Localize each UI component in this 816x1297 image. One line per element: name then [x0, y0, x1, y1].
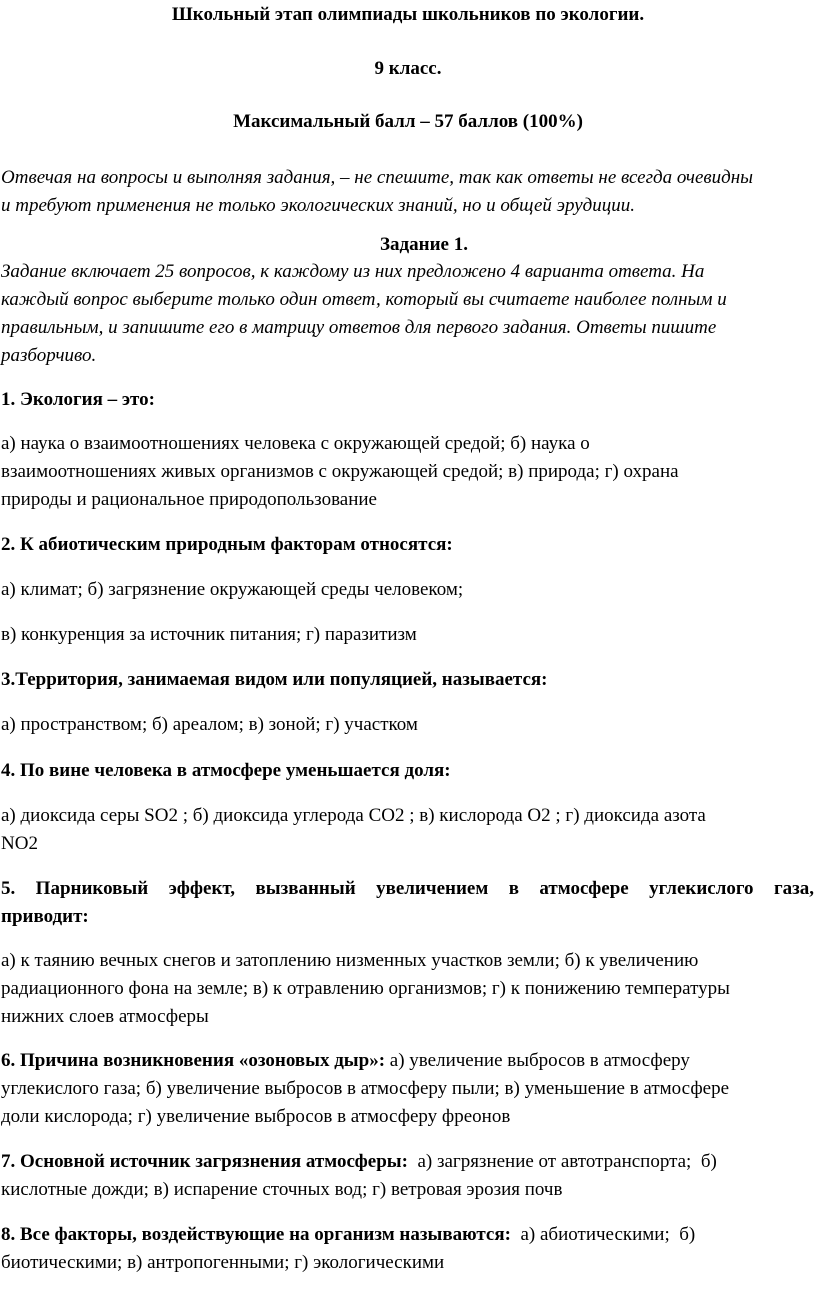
- task-desc-line-2: каждый вопрос выберите только один ответ, который вы считаете наиболее полным и: [1, 289, 727, 310]
- answer-5-line-3: нижних слоев атмосферы: [1, 1006, 209, 1027]
- question-8-row: [1, 1221, 814, 1248]
- answer-7-line-1: а) загрязнение от автотранспорта; б): [407, 1151, 717, 1172]
- intro-line-2: и требуют применения не только экологических знаний, но и общей эрудиции.: [1, 195, 635, 216]
- task-desc-line-3: правильным, и запишите его в матрицу ответов для первого задания. Ответы пишите: [1, 317, 717, 338]
- answer-8-line-2: биотическими; в) антропогенными; г) экологическими: [1, 1252, 445, 1273]
- answer-1-line-3: природы и рациональное природопользование: [1, 489, 377, 510]
- question-5-line-2: приводит:: [1, 906, 89, 927]
- answer-2-line-2: в) конкуренция за источник питания; г) паразитизм: [1, 624, 417, 645]
- answer-8-line-1: а) абиотическими; б): [510, 1224, 696, 1245]
- answer-7-line-2: кислотные дожди; в) испарение сточных вод; г) ветровая эрозия почв: [1, 1179, 563, 1200]
- question-2: 2. К абиотическим природным факторам относятся:: [1, 534, 453, 555]
- max-score: Максимальный балл – 57 баллов (100%): [233, 111, 583, 132]
- task-desc-line-4: разборчиво.: [1, 345, 97, 366]
- intro-line-1: Отвечая на вопросы и выполняя задания, – не спешите, так как ответы не всегда очевидны: [1, 167, 754, 188]
- answer-6-line-3: доли кислорода; г) увеличение выбросов в атмосферу фреонов: [1, 1106, 511, 1127]
- question-6-row: [1, 1047, 814, 1074]
- answer-2-line-1: а) климат; б) загрязнение окружающей среды человеком;: [1, 579, 464, 600]
- answer-5-line-1: а) к таянию вечных снегов и затоплению низменных участков земли; б) к увеличению: [1, 950, 699, 971]
- answer-6-line-1: а) увеличение выбросов в атмосферу: [385, 1050, 690, 1071]
- question-4: 4. По вине человека в атмосфере уменьшается доля:: [1, 760, 451, 781]
- answer-1-line-2: взаимоотношениях живых организмов с окружающей средой; в) природа; г) охрана: [1, 461, 679, 482]
- question-5-line-1: 5. Парниковый эффект, вызванный увеличением в атмосфере углекислого газа,: [1, 878, 814, 899]
- question-1: 1. Экология – это:: [1, 389, 155, 410]
- document-title: Школьный этап олимпиады школьников по экологии.: [171, 4, 645, 25]
- question-6: 6. Причина возникновения «озоновых дыр»:: [1, 1050, 386, 1071]
- question-8: 8. Все факторы, воздействующие на организм называются:: [1, 1224, 511, 1245]
- answer-4-line-1: а) диоксида серы SO2 ; б) диоксида углерода CO2 ; в) кислорода O2 ; г) диоксида азота: [1, 805, 706, 826]
- question-3: 3.Территория, занимаемая видом или популяцией, называется:: [1, 669, 548, 690]
- task-title: Задание 1.: [380, 234, 468, 255]
- question-7-row: [1, 1148, 814, 1175]
- answer-4-line-2: NO2: [1, 833, 38, 854]
- answer-5-line-2: радиационного фона на земле; в) к отравлению организмов; г) к понижению температуры: [1, 978, 730, 999]
- question-7: 7. Основной источник загрязнения атмосферы:: [1, 1151, 408, 1172]
- answer-6-line-2: углекислого газа; б) увеличение выбросов в атмосферу пыли; в) уменьшение в атмосфере: [1, 1078, 730, 1099]
- answer-1-line-1: а) наука о взаимоотношениях человека с окружающей средой; б) наука о: [1, 433, 590, 454]
- answer-3: а) пространством; б) ареалом; в) зоной; г) участком: [1, 714, 418, 735]
- task-desc-line-1: Задание включает 25 вопросов, к каждому из них предложено 4 варианта ответа. На: [1, 261, 705, 282]
- grade-label: 9 класс.: [374, 58, 442, 79]
